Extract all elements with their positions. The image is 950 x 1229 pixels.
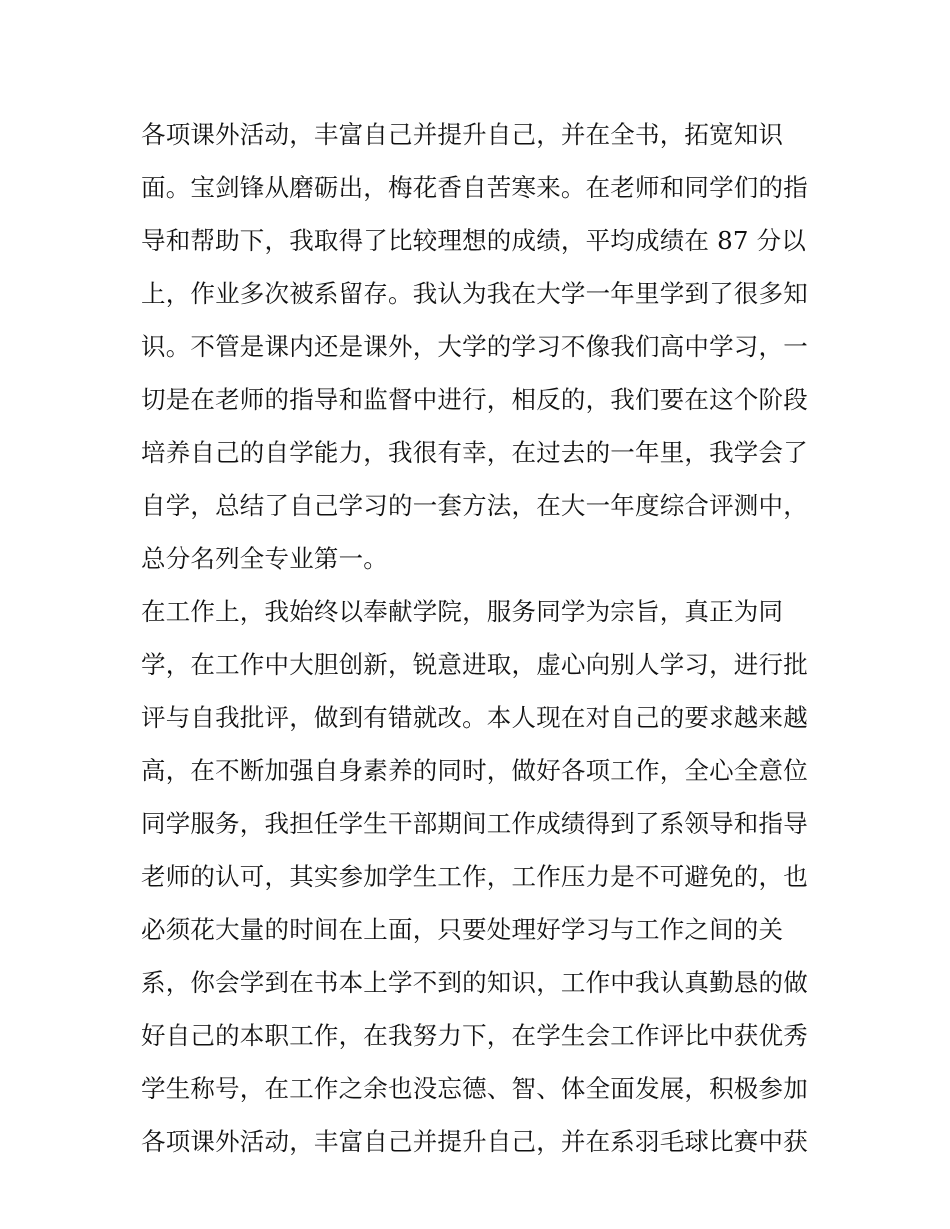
text-line: 高，在不断加强自身素养的同时，做好各项工作，全心全意位 — [141, 756, 808, 785]
text-line: 上，作业多次被系留存。我认为我在大学一年里学到了很多知 — [141, 279, 808, 308]
text-line: 必须花大量的时间在上面，只要处理好学习与工作之间的关 — [141, 915, 784, 944]
document-body — [141, 108, 821, 1168]
text-line: 老师的认可，其实参加学生工作，工作压力是不可避免的，也 — [141, 862, 808, 891]
text-line: 总分名列全专业第一。 — [141, 544, 388, 573]
text-line: 切是在老师的指导和监督中进行，相反的，我们要在这个阶段 — [141, 385, 808, 414]
text-line: 系，你会学到在书本上学不到的知识，工作中我认真勤恳的做 — [141, 968, 808, 997]
text-line: 评与自我批评，做到有错就改。本人现在对自己的要求越来越 — [141, 703, 808, 732]
text-line: 各项课外活动，丰富自己并提升自己，并在全书，拓宽知识 — [141, 120, 784, 149]
text-line: 同学服务，我担任学生干部期间工作成绩得到了系领导和指导 — [141, 809, 808, 838]
text-line: 在工作上，我始终以奉献学院，服务同学为宗旨，真正为同 — [141, 597, 784, 626]
text-line: 导和帮助下，我取得了比较理想的成绩，平均成绩在 87 分以 — [141, 226, 807, 255]
text-line: 面。宝剑锋从磨砺出，梅花香自苦寒来。在老师和同学们的指 — [141, 173, 808, 202]
text-line: 各项课外活动，丰富自己并提升自己，并在系羽毛球比赛中获 — [141, 1127, 808, 1156]
text-line: 好自己的本职工作，在我努力下，在学生会工作评比中获优秀 — [141, 1021, 808, 1050]
text-line: 识。不管是课内还是课外，大学的学习不像我们高中学习，一 — [141, 332, 808, 361]
text-line: 培养自己的自学能力，我很有幸，在过去的一年里，我学会了 — [141, 438, 808, 467]
text-line: 学生称号，在工作之余也没忘德、智、体全面发展，积极参加 — [141, 1074, 808, 1103]
text-line: 自学，总结了自己学习的一套方法，在大一年度综合评测中， — [141, 491, 808, 520]
text-line: 学，在工作中大胆创新，锐意进取，虚心向别人学习，进行批 — [141, 650, 808, 679]
